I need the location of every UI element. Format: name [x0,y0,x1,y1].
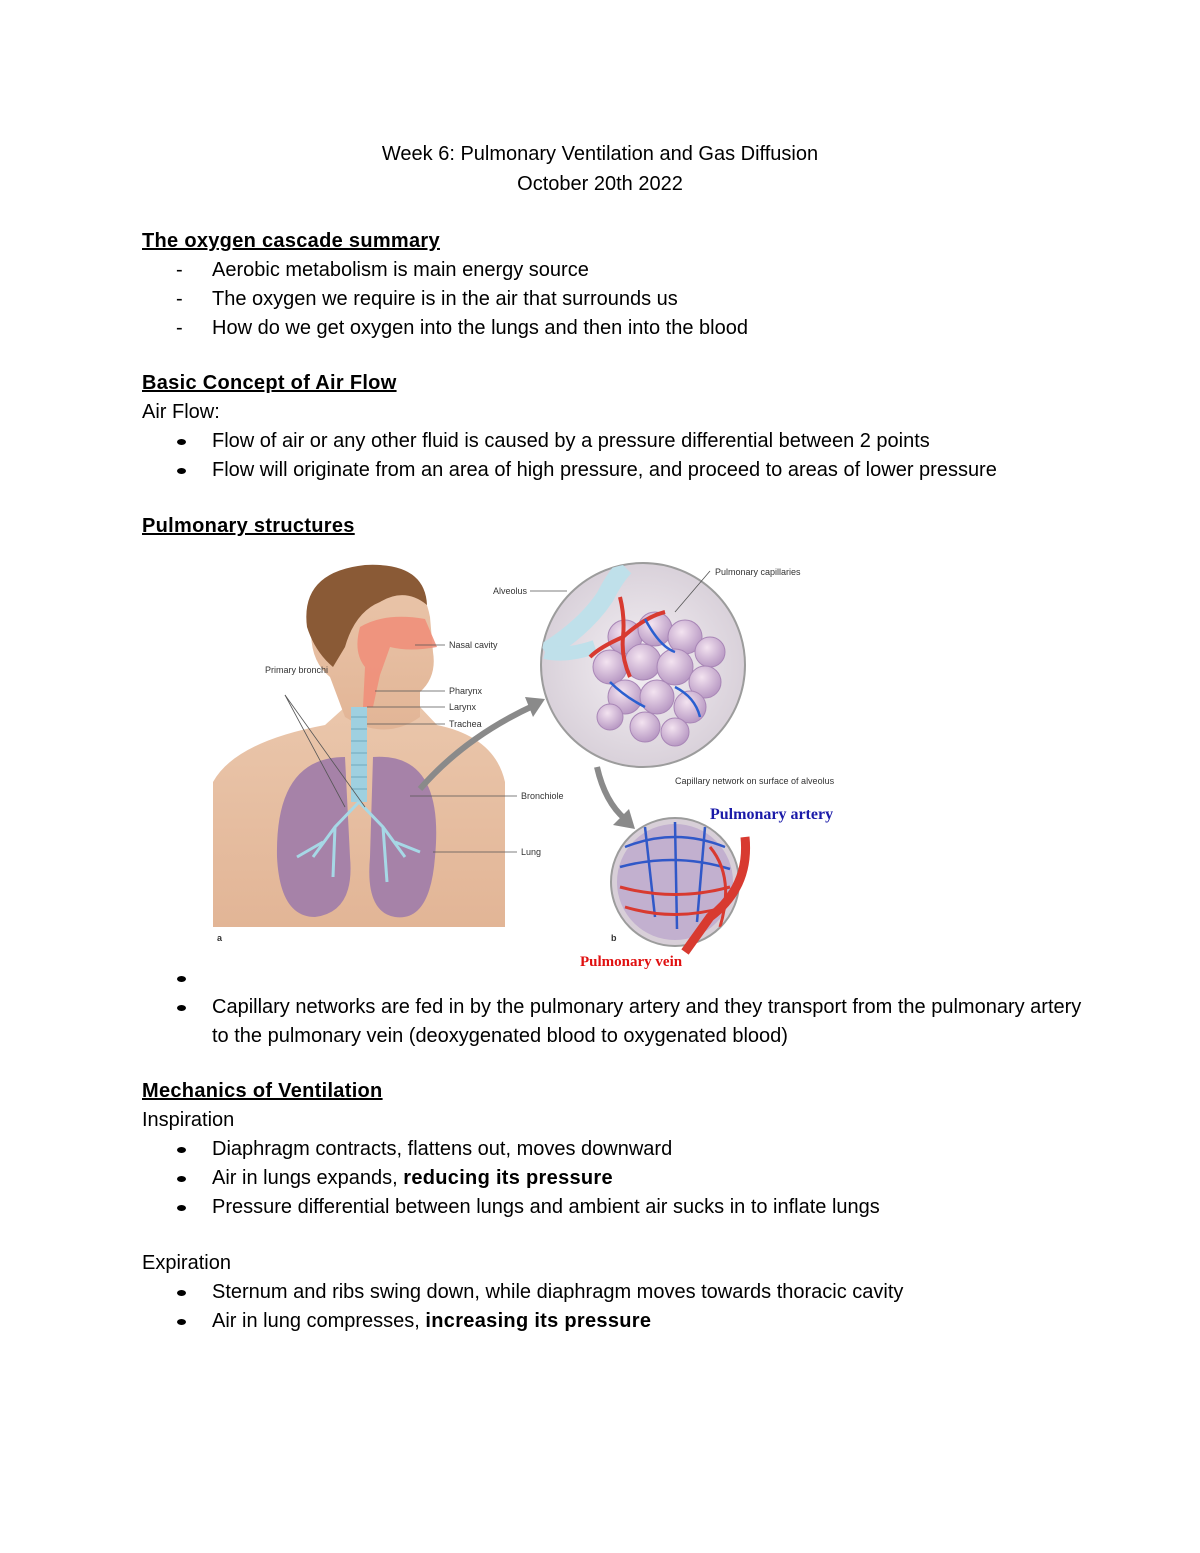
section-pulmonary-structures [142,512,1102,541]
label-pulmonary-artery: Pulmonary artery [710,806,834,823]
bullet-icon [177,976,186,982]
bullet-list [142,1278,1102,1336]
bullet-icon [177,439,186,445]
bullet-icon [177,1319,186,1325]
bullet-icon [177,1147,186,1153]
label-lung: Lung [521,847,542,857]
dash-list [142,256,1102,343]
respiratory-illustration [205,557,865,975]
label-nasal-cavity: Nasal cavity [449,640,498,650]
list-item: - The oxygen we require is in the air that surrounds us [142,285,1102,314]
bullet-icon [177,468,186,474]
section-heading: The oxygen cascade summary [142,230,440,252]
dash-marker: - [176,317,183,339]
list-item: Pressure differential between lungs and ambient air sucks in to inflate lungs [142,1193,1102,1222]
dash-marker: - [176,288,183,310]
bold-emphasis: reducing its pressure [403,1167,613,1189]
section-oxygen-cascade [142,227,1102,343]
list-item: Air in lung compresses, increasing its pressure [142,1307,1102,1336]
document-date: October 20th 2022 [517,173,683,195]
label-primary-bronchi: Primary bronchi [265,665,329,675]
bullet-icon [177,1205,186,1211]
label-pulmonary-vein: Pulmonary vein [580,954,683,970]
section-expiration [142,1249,1102,1336]
air-flow-label: Air Flow: [142,401,220,423]
arrow-to-capillary [597,767,625,819]
bullet-list [142,964,1102,1051]
expiration-label: Expiration [142,1252,231,1274]
list-item: Sternum and ribs swing down, while diaphragm moves towards thoracic cavity [142,1278,1102,1307]
section-air-flow [142,369,1102,485]
label-larynx: Larynx [449,702,477,712]
bullet-icon [177,1290,186,1296]
alveolus-detail [541,563,745,767]
pulmonary-list-block [142,964,1102,1051]
list-item: Air in lungs expands, reducing its pressure [142,1164,1102,1193]
list-item: Capillary networks are fed in by the pulmonary artery and they transport from the pulmonary artery to the pulmonary vein (deoxygenated blood to oxygenated blood) [142,993,1102,1051]
bullet-icon [177,1005,186,1011]
inspiration-label: Inspiration [142,1109,235,1131]
dash-marker: - [176,259,183,281]
list-item: Flow will originate from an area of high pressure, and proceed to areas of lower pressure [142,456,1102,485]
section-heading: Mechanics of Ventilation [142,1080,383,1102]
label-bronchiole: Bronchiole [521,791,564,801]
label-pharynx: Pharynx [449,686,483,696]
list-item: - How do we get oxygen into the lungs and then into the blood [142,314,1102,343]
list-item: Flow of air or any other fluid is caused by a pressure differential between 2 points [142,427,1102,456]
bullet-icon [177,1176,186,1182]
label-panel-a: a [217,933,223,943]
list-item: - Aerobic metabolism is main energy source [142,256,1102,285]
bullet-list [142,427,1102,485]
list-item [142,964,1102,993]
section-heading: Basic Concept of Air Flow [142,372,397,394]
label-alveolus: Alveolus [493,586,528,596]
section-ventilation [142,1077,1102,1222]
section-heading: Pulmonary structures [142,515,355,537]
bullet-list [142,1135,1102,1222]
label-capillary-network: Capillary network on surface of alveolus [675,776,835,786]
list-item: Diaphragm contracts, flattens out, moves downward [142,1135,1102,1164]
capillary-network-detail [611,818,746,952]
label-trachea: Trachea [449,719,482,729]
label-pulmonary-capillaries: Pulmonary capillaries [715,567,801,577]
bold-emphasis: increasing its pressure [425,1310,652,1332]
document-title: Week 6: Pulmonary Ventilation and Gas Diffusion [381,143,819,165]
label-panel-b: b [611,933,617,943]
respiratory-system-figure [205,557,865,975]
